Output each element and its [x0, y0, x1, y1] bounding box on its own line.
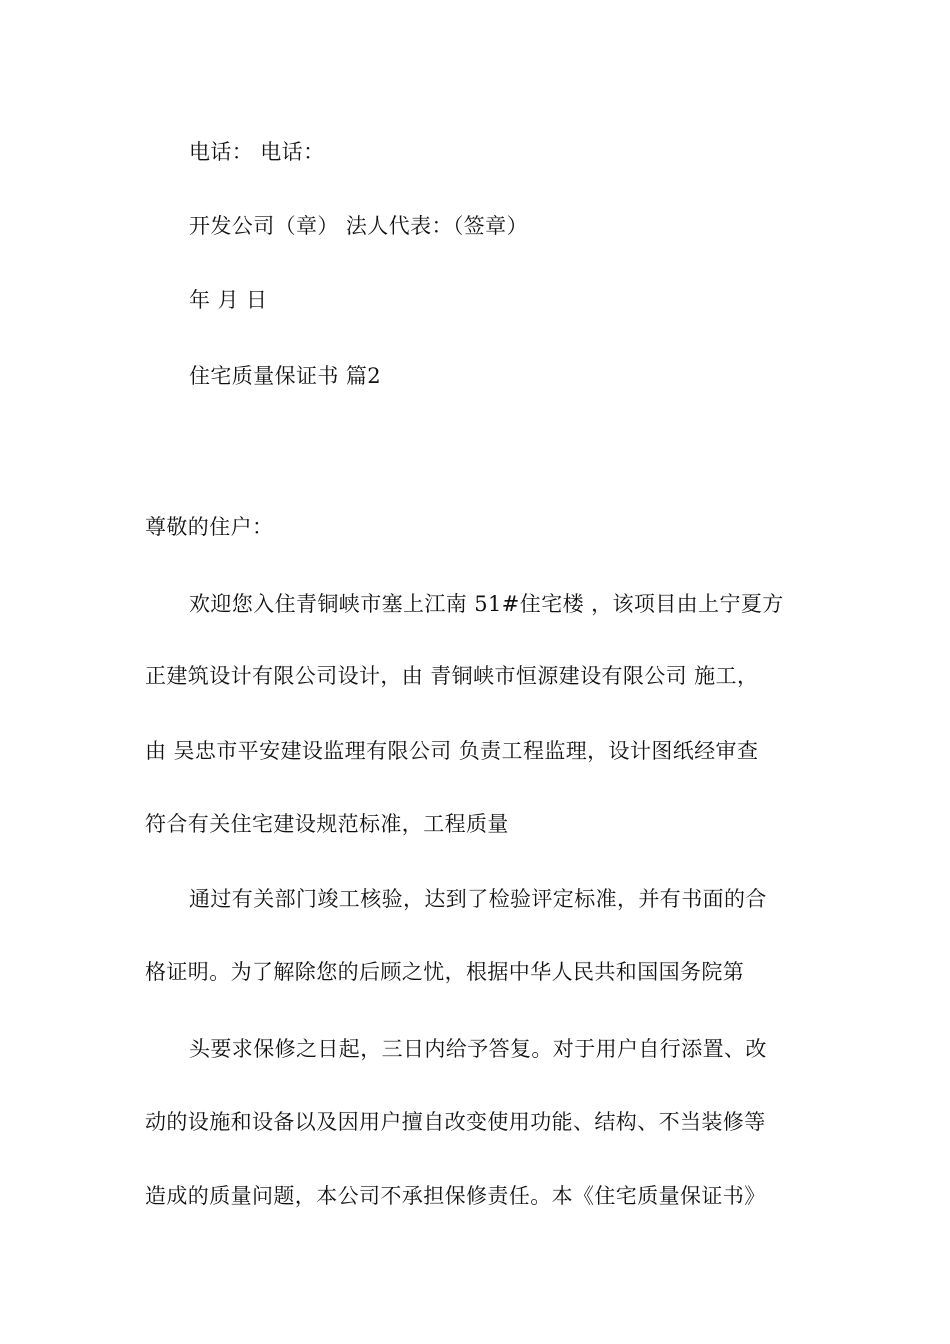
phone-line: 电话： 电话： [189, 140, 325, 164]
paragraph-line: 通过有关部门竣工核验，达到了检验评定标准，并有书面的合 [189, 887, 767, 911]
paragraph-line: 格证明。为了解除您的后顾之忧，根据中华人民共和国国务院第 [145, 960, 745, 984]
paragraph-line: 造成的质量问题，本公司不承担保修责任。本《住宅质量保证书》 [145, 1184, 766, 1208]
date-line: 年 月 日 [189, 288, 268, 312]
paragraph-line: 符合有关住宅建设规范标准，工程质量 [145, 812, 509, 836]
paragraph-line: 欢迎您入住青铜峡市塞上江南 51#住宅楼 ，该项目由上宁夏方 [189, 592, 784, 616]
paragraph-line: 正建筑设计有限公司设计，由 青铜峡市恒源建设有限公司 施工， [145, 664, 759, 688]
section-title: 住宅质量保证书 篇2 [189, 364, 382, 388]
paragraph-line: 由 吴忠市平安建设监理有限公司 负责工程监理，设计图纸经审查 [145, 739, 759, 763]
paragraph-line: 动的设施和设备以及因用户擅自改变使用功能、结构、不当装修等 [145, 1110, 766, 1134]
paragraph-line: 头要求保修之日起，三日内给予答复。对于用户自行添置、改 [189, 1037, 767, 1061]
salutation: 尊敬的住户： [145, 515, 274, 539]
company-seal-line: 开发公司（章） 法人代表：（签章） [189, 214, 528, 238]
